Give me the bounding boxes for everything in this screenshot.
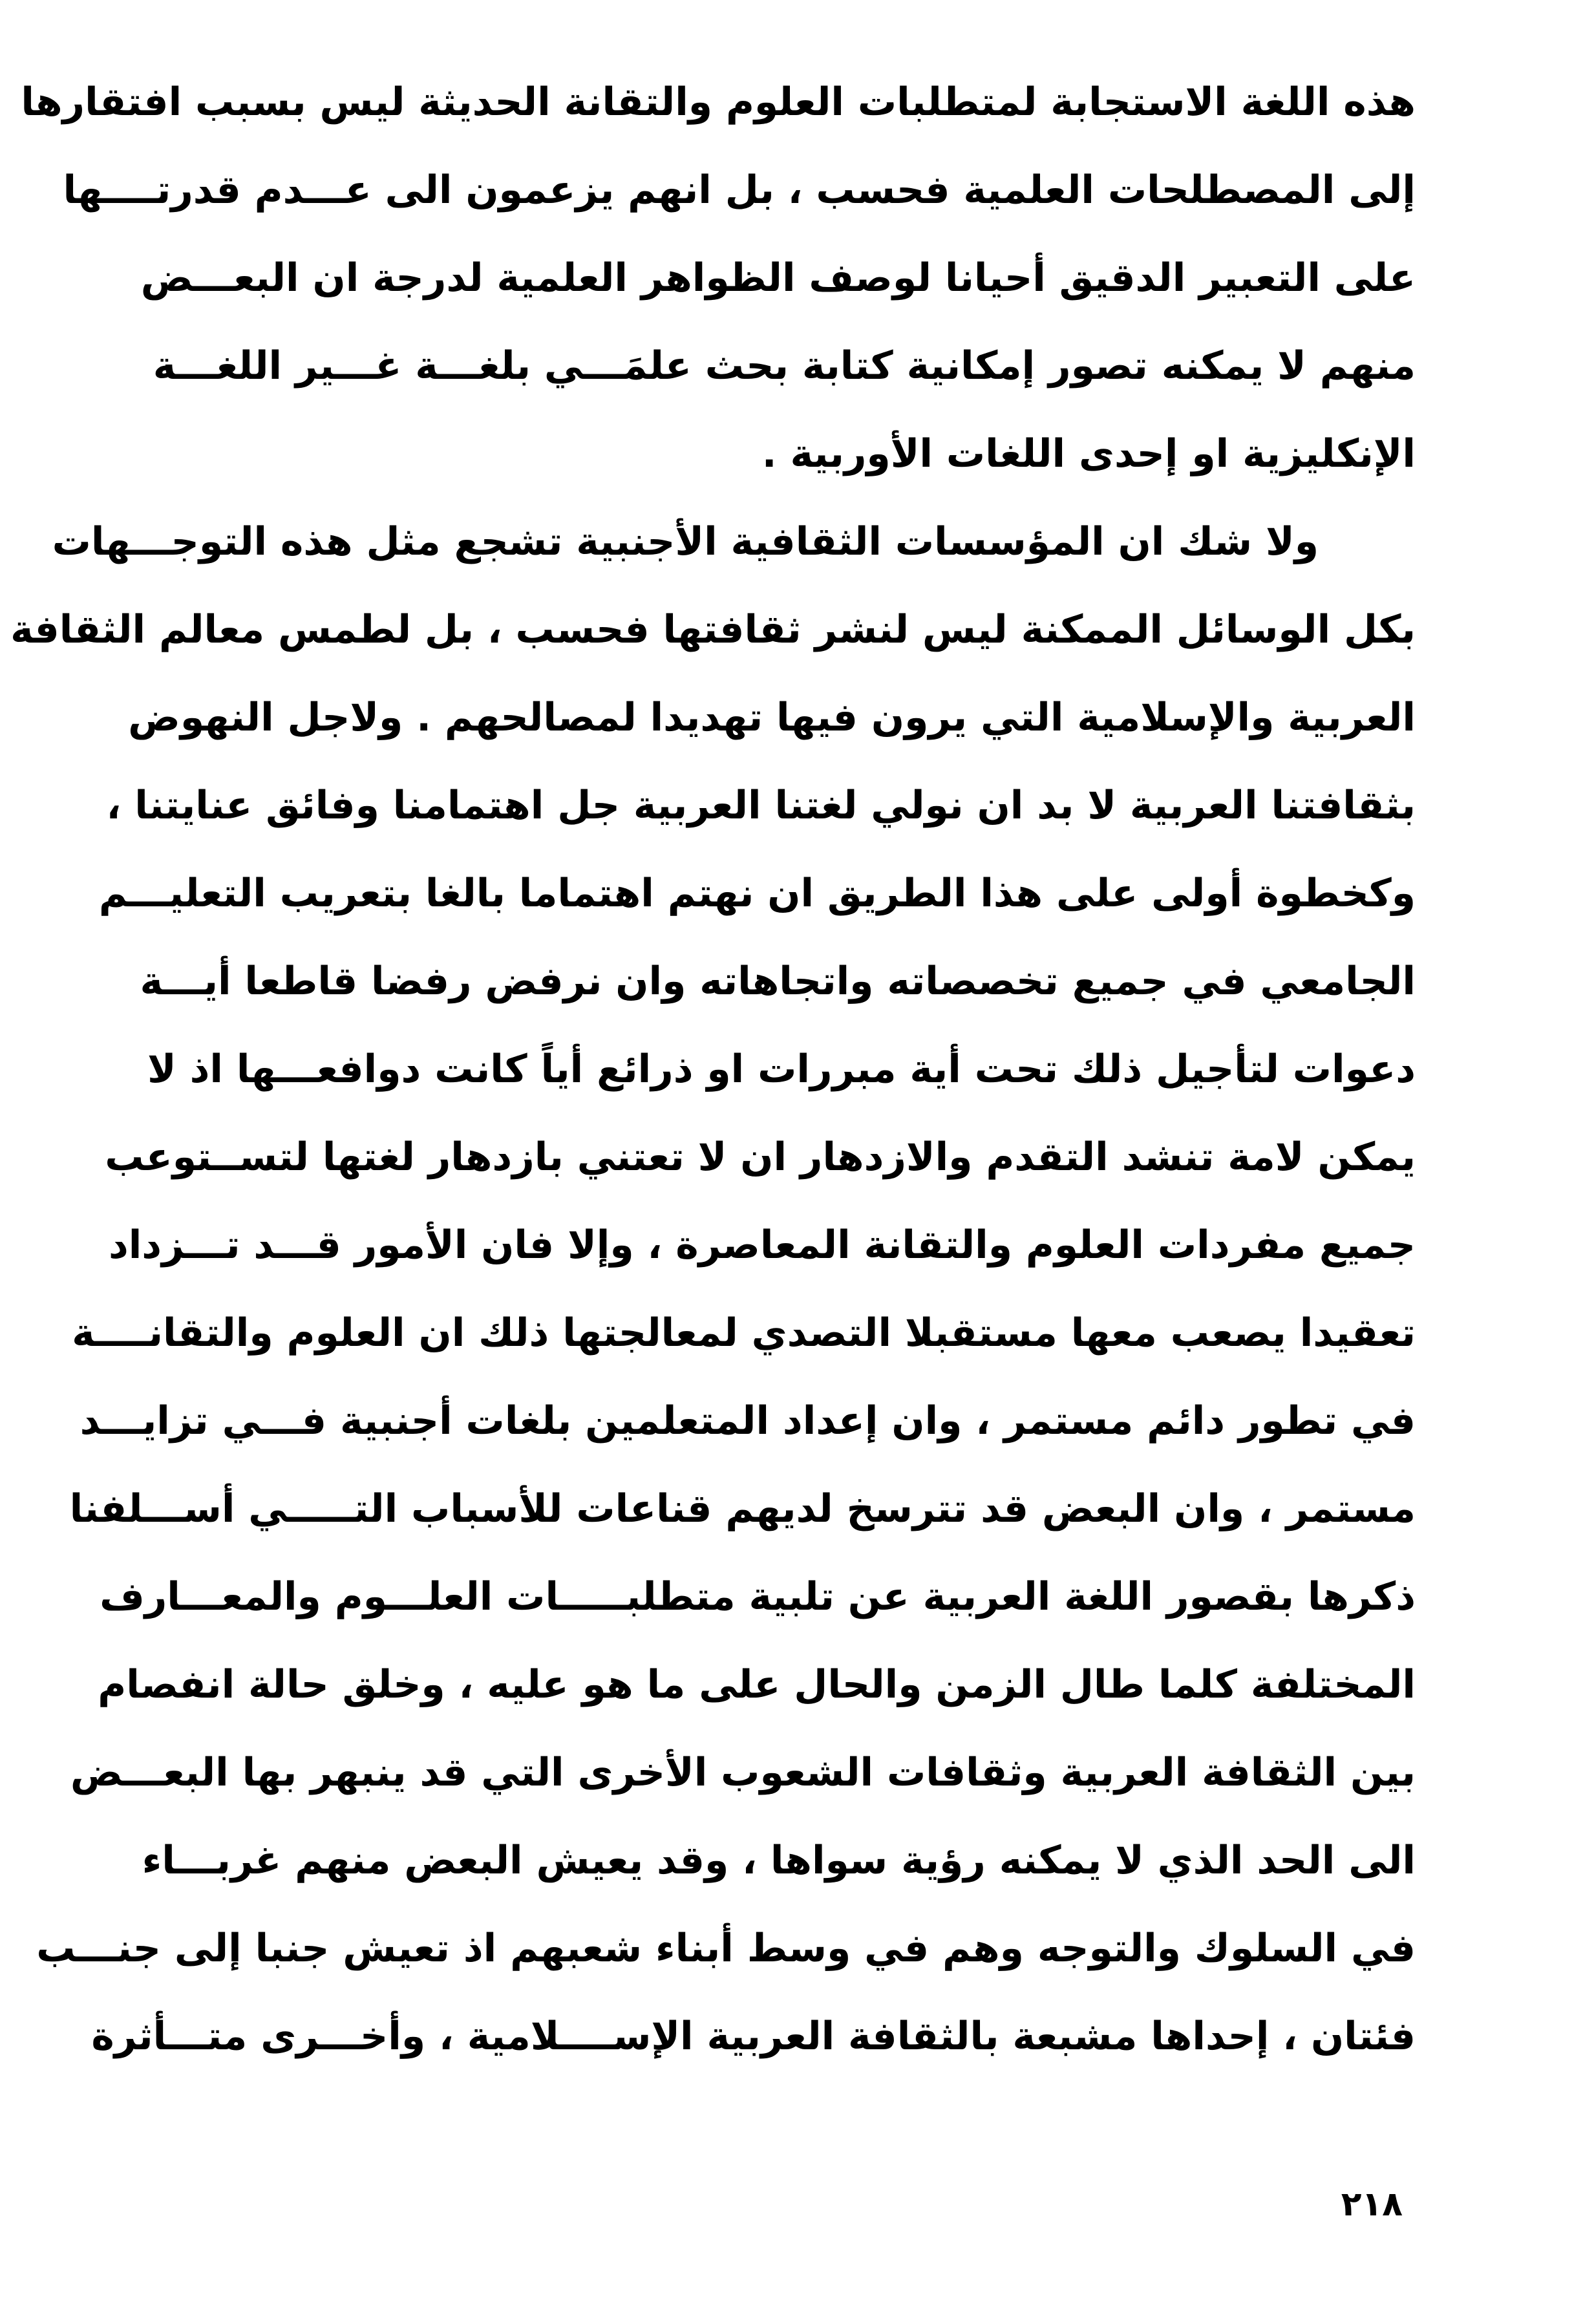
text-line: في السلوك والتوجه وهم في وسط أبناء شعبهم اذ تعيش جنبا إلى جنـــب	[36, 1926, 1416, 1971]
text-line: الى الحد الذي لا يمكنه رؤية سواها ، وقد يعيش البعض منهم غربـــاء	[142, 1838, 1416, 1883]
text-line: هذه اللغة الاستجابة لمتطلبات العلوم والتقانة الحديثة ليس بسبب افتقارها	[21, 80, 1416, 125]
text-line: ذكرها بقصور اللغة العربية عن تلبية متطلبـــــات العلـــوم والمعـــارف	[100, 1574, 1416, 1619]
text-line: فئتان ، إحداها مشبعة بالثقافة العربية الإســــلامية ، وأخـــرى متـــأثرة	[91, 2014, 1416, 2059]
text-line: إلى المصطلحات العلمية فحسب ، بل انهم يزعمون الى عـــدم قدرتــــها	[63, 167, 1416, 213]
text-line: وكخطوة أولى على هذا الطريق ان نهتم اهتماما بالغا بتعريب التعليـــم	[98, 871, 1416, 916]
text-line: مستمر ، وان البعض قد تترسخ لديهم قناعات للأسباب التـــــي أســـلفنا	[69, 1486, 1416, 1531]
body-text	[10, 58, 1416, 2080]
text-line: منهم لا يمكنه تصور إمكانية كتابة بحث علمَـــي بلغـــة غـــير اللغـــة	[153, 343, 1416, 389]
text-line: على التعبير الدقيق أحيانا لوصف الظواهر العلمية لدرجة ان البعـــض	[140, 255, 1416, 301]
text-line: في تطور دائم مستمر ، وان إعداد المتعلمين بلغات أجنبية فـــي تزايـــد	[80, 1398, 1416, 1444]
paragraph-first-line: ولا شك ان المؤسسات الثقافية الأجنبية تشجع مثل هذه التوجـــهات	[52, 519, 1319, 564]
text-line: يمكن لامة تنشد التقدم والازدهار ان لا تعتني بازدهار لغتها لتســتوعب	[105, 1135, 1416, 1180]
text-line: بثقافتنا العربية لا بد ان نولي لغتنا العربية جل اهتمامنا وفائق عنايتنا ،	[106, 783, 1416, 828]
text-line: الجامعي في جميع تخصصاته واتجاهاته وان نرفض رفضا قاطعا أيـــة	[140, 959, 1416, 1004]
paragraph-end-line: الإنكليزية او إحدى اللغات الأوربية .	[761, 431, 1416, 476]
text-line: بين الثقافة العربية وثقافات الشعوب الأخرى التي قد ينبهر بها البعـــض	[70, 1750, 1416, 1795]
text-line: العربية والإسلامية التي يرون فيها تهديدا لمصالحهم . ولاجل النهوض	[128, 695, 1416, 740]
text-line: جميع مفردات العلوم والتقانة المعاصرة ، وإلا فان الأمور قـــد تـــزداد	[108, 1222, 1416, 1268]
text-line: بكل الوسائل الممكنة ليس لنشر ثقافتها فحسب ، بل لطمس معالم الثقافة	[10, 607, 1416, 652]
page-number: ٢١٨	[1341, 2185, 1403, 2224]
text-line: تعقيدا يصعب معها مستقبلا التصدي لمعالجتها ذلك ان العلوم والتقانــــة	[72, 1310, 1416, 1356]
text-line: دعوات لتأجيل ذلك تحت أية مبررات او ذرائع أياً كانت دوافعـــها اذ لا	[147, 1047, 1416, 1092]
text-line: المختلفة كلما طال الزمن والحال على ما هو عليه ، وخلق حالة انفصام	[98, 1662, 1416, 1707]
